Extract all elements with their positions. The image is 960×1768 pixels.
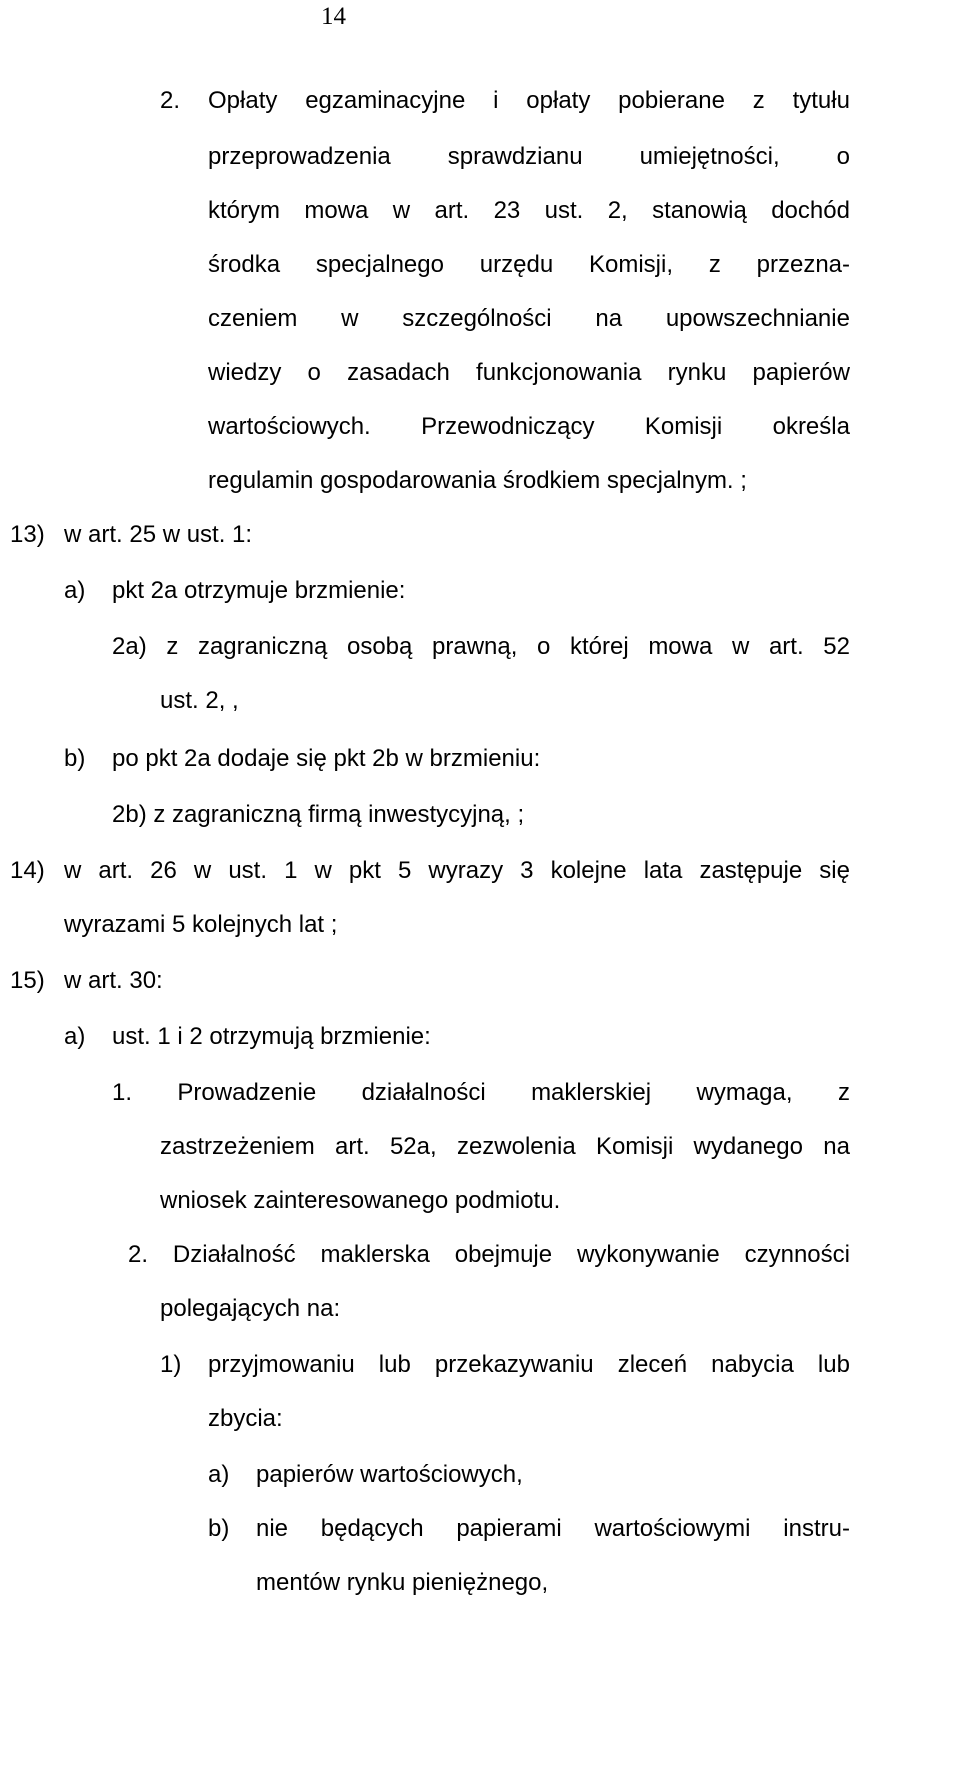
- item-15-a-text: ust. 1 i 2 otrzymują brzmienie:: [112, 1023, 431, 1050]
- point-1-line: przyjmowaniu lub przekazywaniu zleceń nabycia lub: [208, 1351, 850, 1378]
- item-13-b-quote-line: 2b) z zagraniczną firmą inwestycyjną, ;: [112, 801, 525, 828]
- point-1-sub-a-letter: a): [208, 1461, 230, 1488]
- item-13-a-quote-line: 2a) z zagraniczną osobą prawną, o której mowa w art. 52: [112, 633, 850, 660]
- item-15-a-para-2-line: 2. Działalność maklerska obejmuje wykonywanie czynności: [128, 1241, 850, 1268]
- item-14-number: 14): [10, 857, 45, 884]
- item-2-line: Opłaty egzaminacyjne i opłaty pobierane z tytułu: [208, 87, 850, 114]
- item-2-line: wartościowych. Przewodniczący Komisji określa: [208, 413, 850, 440]
- item-13-a-text: pkt 2a otrzymuje brzmienie:: [112, 577, 406, 604]
- item-14-line: wyrazami 5 kolejnych lat ;: [64, 911, 338, 938]
- item-15-a-para-2-line: polegających na:: [160, 1295, 341, 1322]
- item-13-a-letter: a): [64, 577, 86, 604]
- item-15-text: w art. 30:: [64, 967, 163, 994]
- item-14-line: w art. 26 w ust. 1 w pkt 5 wyrazy 3 kolejne lata zastępuje się: [64, 857, 850, 884]
- point-1-sub-b-line: mentów rynku pieniężnego,: [256, 1569, 549, 1596]
- item-13-b-text: po pkt 2a dodaje się pkt 2b w brzmieniu:: [112, 745, 541, 772]
- point-1-sub-b-line: nie będących papierami wartościowymi instru-: [256, 1515, 850, 1542]
- page-number: 14: [321, 3, 346, 30]
- item-2-line: przeprowadzenia sprawdzianu umiejętności, o: [208, 143, 850, 170]
- item-15-a-para-1-line: 1. Prowadzenie działalności maklerskiej wymaga, z: [112, 1079, 850, 1106]
- item-15-number: 15): [10, 967, 45, 994]
- point-1-number: 1): [160, 1351, 182, 1378]
- item-2-line: czeniem w szczególności na upowszechnianie: [208, 305, 850, 332]
- item-2-line: wiedzy o zasadach funkcjonowania rynku papierów: [208, 359, 850, 386]
- point-1-line: zbycia:: [208, 1405, 283, 1432]
- item-2-line: regulamin gospodarowania środkiem specjalnym. ;: [208, 467, 747, 494]
- item-15-a-para-1-line: zastrzeżeniem art. 52a, zezwolenia Komisji wydanego na: [160, 1133, 850, 1160]
- item-13-text: w art. 25 w ust. 1:: [64, 521, 253, 548]
- item-15-a-para-1-line: wniosek zainteresowanego podmiotu.: [160, 1187, 561, 1214]
- item-13-a-quote-line: ust. 2, ,: [160, 687, 239, 714]
- point-1-sub-b-letter: b): [208, 1515, 230, 1542]
- item-2-line: którym mowa w art. 23 ust. 2, stanowią dochód: [208, 197, 850, 224]
- item-15-a-letter: a): [64, 1023, 86, 1050]
- item-13-b-letter: b): [64, 745, 86, 772]
- item-13-number: 13): [10, 521, 45, 548]
- item-2-number: 2.: [160, 87, 181, 114]
- item-2-line: środka specjalnego urzędu Komisji, z przezna-: [208, 251, 850, 278]
- point-1-sub-a-text: papierów wartościowych,: [256, 1461, 523, 1488]
